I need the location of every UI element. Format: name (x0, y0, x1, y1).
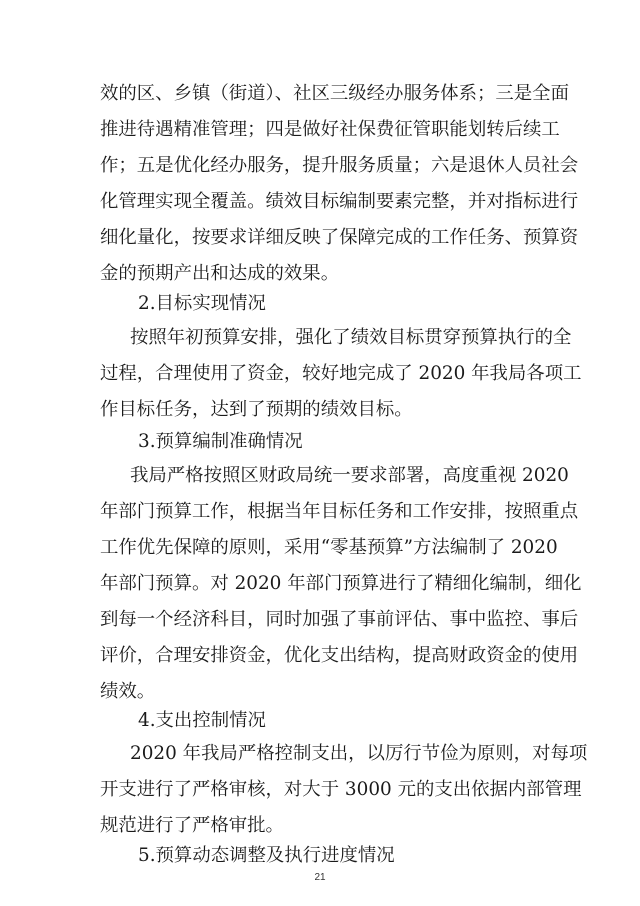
body-text-line: 2020 年我局严格控制支出，以厉行节俭为原则，对每项 (130, 743, 588, 764)
body-text-line: 年部门预算。对 2020 年部门预算进行了精细化编制，细化 (100, 573, 582, 594)
section-heading: 2.目标实现情况 (138, 293, 266, 314)
body-text-line: 规范进行了严格审批。 (100, 815, 284, 836)
body-text-line: 细化量化，按要求详细反映了保障完成的工作任务、预算资 (100, 227, 579, 248)
body-text-line: 作目标任务，达到了预期的绩效目标。 (100, 399, 413, 420)
section-heading: 3.预算编制准确情况 (138, 431, 303, 452)
body-text-line: 开支进行了严格审核，对大于 3000 元的支出依据内部管理 (100, 779, 582, 800)
body-text-line: 按照年初预算安排，强化了绩效目标贯穿预算执行的全 (130, 327, 572, 348)
section-heading: 4.支出控制情况 (138, 710, 266, 731)
body-text-line: 效的区、乡镇（街道）、社区三级经办服务体系；三是全面 (100, 83, 569, 104)
section-heading: 5.预算动态调整及执行进度情况 (138, 845, 395, 866)
body-text-line: 绩效。 (100, 681, 156, 702)
body-text-line: 评价，合理安排资金，优化支出结构，提高财政资金的使用 (100, 645, 579, 666)
body-text-line: 过程，合理使用了资金，较好地完成了 2020 年我局各项工 (100, 363, 582, 384)
body-text-line: 作；五是优化经办服务，提升服务质量；六是退休人员社会 (100, 155, 579, 176)
page-number: 21 (314, 872, 326, 883)
body-text-line: 工作优先保障的原则，采用“零基预算”方法编制了 2020 (100, 537, 558, 558)
body-text-line: 我局严格按照区财政局统一要求部署，高度重视 2020 (130, 465, 569, 486)
body-text-line: 年部门预算工作，根据当年目标任务和工作安排，按照重点 (100, 501, 579, 522)
body-text-line: 金的预期产出和达成的效果。 (100, 263, 340, 284)
body-text-line: 化管理实现全覆盖。绩效目标编制要素完整，并对指标进行 (100, 191, 579, 212)
body-text-line: 推进待遇精准管理；四是做好社保费征管职能划转后续工 (100, 119, 560, 140)
body-text-line: 到每一个经济科目，同时加强了事前评估、事中监控、事后 (100, 609, 579, 630)
